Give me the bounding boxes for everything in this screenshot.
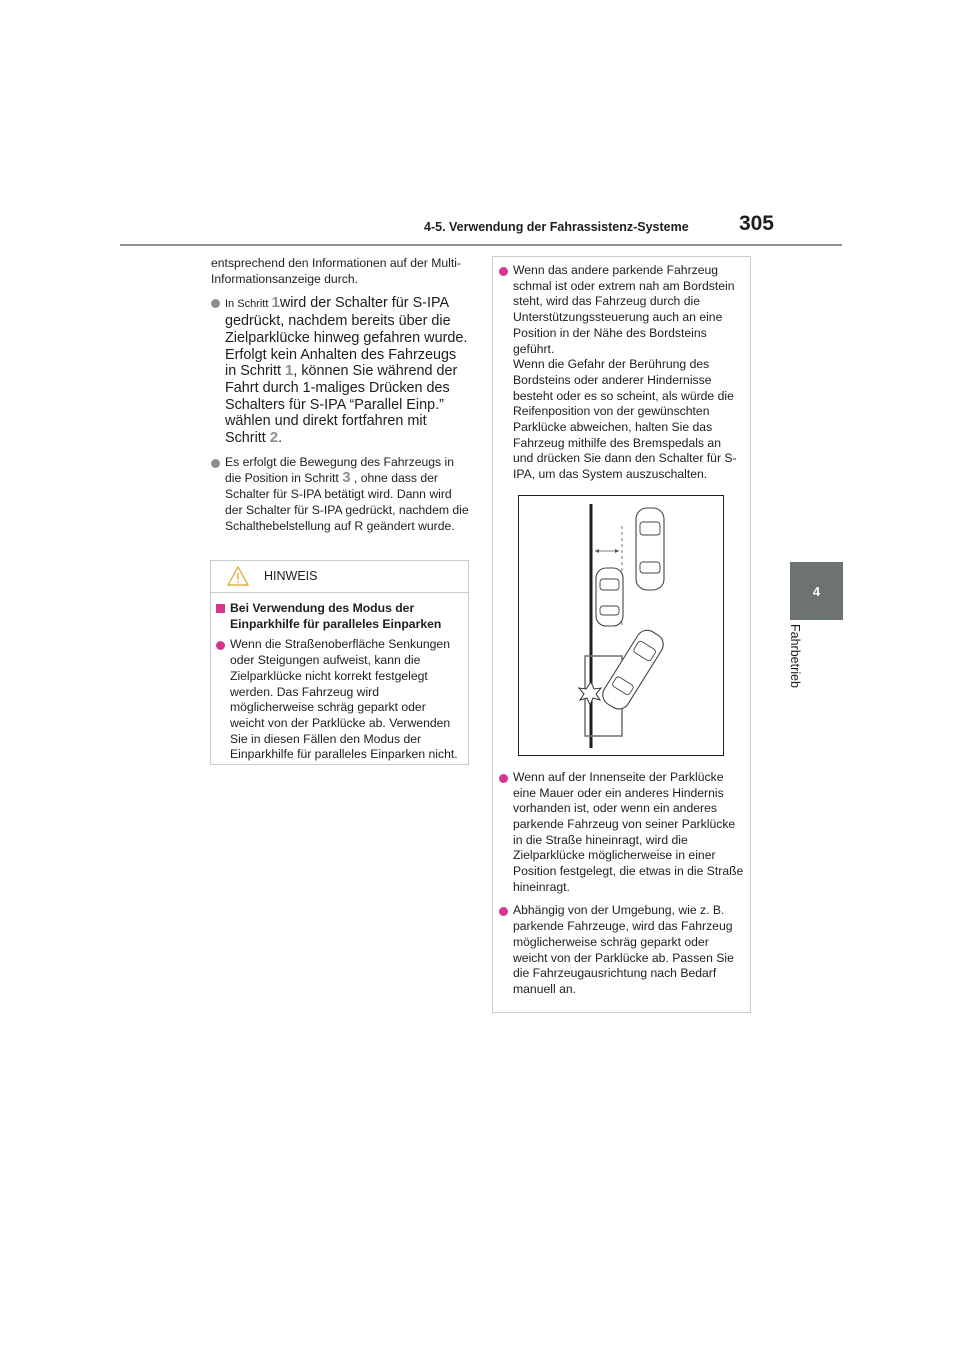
intro-paragraph: entsprechend den Informationen auf der Multi-Informationsanzeige durch. bbox=[211, 256, 461, 286]
bullet-dot-icon bbox=[499, 774, 508, 783]
bullet-text: Wenn auf der Innenseite der Parklücke eine Mauer oder ein anderes Hindernis vorhanden ist, oder wenn ein anderes parkende Fahrzeug von seiner Parklücke in die Straße hineinragt, wird die Zielparklücke möglicherweise in einer Position festgelegt, die etwas in die Straße hineinragt. bbox=[513, 769, 744, 894]
bullet-movement-info bbox=[211, 455, 469, 535]
bullet-dot-icon bbox=[216, 641, 225, 650]
bullet-step-info bbox=[211, 295, 469, 446]
bullet-text: Wenn das andere parkende Fahrzeug schmal ist oder extrem nah am Bordstein steht, wird das Fahrzeug durch die Unterstützungssteuerung auch an eine Position in der Nähe des Bordsteins geführt. bbox=[513, 263, 735, 356]
warning-triangle-icon bbox=[227, 566, 249, 586]
bullet-prefix: In Schritt bbox=[225, 298, 272, 311]
notice-title: HINWEIS bbox=[264, 569, 318, 583]
bullet-text: wird der Schalter für S-IPA gedrückt, nachdem bereits über die Zielparklücke hinweg gefahren wurde. Erfolgt kein Anhalten des Fahrzeugs in Schritt bbox=[225, 295, 468, 380]
page-header bbox=[120, 0, 842, 246]
parked-car-rear-icon bbox=[596, 568, 623, 626]
parking-illustration bbox=[519, 496, 723, 755]
bullet-dot-icon bbox=[211, 299, 220, 308]
bullet-dot-icon bbox=[499, 907, 508, 916]
bullet-wall-obstacle bbox=[499, 770, 744, 896]
header-divider bbox=[120, 244, 842, 246]
parking-car-icon bbox=[599, 626, 668, 713]
parked-car-front-icon bbox=[636, 508, 664, 590]
bullet-environment bbox=[499, 903, 744, 997]
notice-box bbox=[210, 560, 469, 765]
notice-text: Wenn die Straßenoberfläche Senkungen oder Steigungen aufweist, kann die Zielparklücke nicht korrekt festgelegt werden. Das Fahrzeug wird möglicherweise schräg geparkt oder weicht von der Parklücke ab. Verwenden Sie in diesen Fällen den Modus der Einparkhilfe für paralleles Einparken nicht. bbox=[230, 637, 458, 762]
page-number: 305 bbox=[738, 212, 774, 235]
notice-header bbox=[211, 561, 468, 593]
bullet-text: , ohne dass der Schalter für S-IPA betätigt wird. Dann wird der Schalter für S-IPA gedrückt, nachdem die Schalthebelstellung auf R geändert wurde. bbox=[225, 471, 469, 533]
step-number: 1 bbox=[271, 294, 280, 312]
chapter-label-text: Fahrbetrieb bbox=[788, 624, 802, 688]
bullet-text-continued: Wenn die Gefahr der Berührung des Bordsteins oder anderer Hindernisse besteht oder es so scheint, als würde die Reifenposition von der gewünschten Parklücke abweichen, halten Sie das Fahrzeug mithilfe des Bremspedals an und drücken Sie dann den Schalter für S-IPA, um das System auszuschalten. bbox=[513, 357, 737, 482]
bullet-narrow-vehicle bbox=[499, 263, 744, 483]
bullet-text: . bbox=[278, 430, 283, 447]
notice-subheading-text: Bei Verwendung des Modus der Einparkhilfe für paralleles Einparken bbox=[230, 601, 442, 631]
right-column-box bbox=[492, 256, 751, 1013]
bullet-dot-icon bbox=[211, 459, 220, 468]
bullet-text: Es erfolgt die Bewegung des Fahrzeugs in die Position in Schritt bbox=[225, 454, 454, 486]
section-title: 4-5. Verwendung der Fahrassistenz-Systeme bbox=[424, 220, 689, 234]
chapter-side-label bbox=[786, 624, 806, 724]
collision-star-icon bbox=[579, 682, 601, 705]
step-number: 3 bbox=[342, 469, 351, 487]
step-number: 1 bbox=[284, 362, 294, 380]
left-column bbox=[211, 256, 469, 542]
parking-diagram bbox=[518, 495, 724, 756]
bullet-text: , können Sie während der Fahrt durch 1-maliges Drücken des Schalters für S-IPA “Parallel Einp.” wählen und direkt fortfahren mit Schritt bbox=[225, 363, 458, 447]
bullet-text: Abhängig von der Umgebung, wie z. B. parkende Fahrzeuge, wird das Fahrzeug möglicherweise schräg geparkt oder weicht von der Parklücke ab. Passen Sie die Fahrzeugausrichtung nach Bedarf manuell an. bbox=[513, 903, 734, 996]
notice-subheading bbox=[216, 601, 463, 632]
bullet-dot-icon bbox=[499, 267, 508, 276]
notice-bullet bbox=[216, 637, 463, 763]
chapter-tab: 4 bbox=[790, 562, 843, 620]
step-number: 2 bbox=[269, 429, 279, 447]
square-bullet-icon bbox=[216, 604, 225, 613]
